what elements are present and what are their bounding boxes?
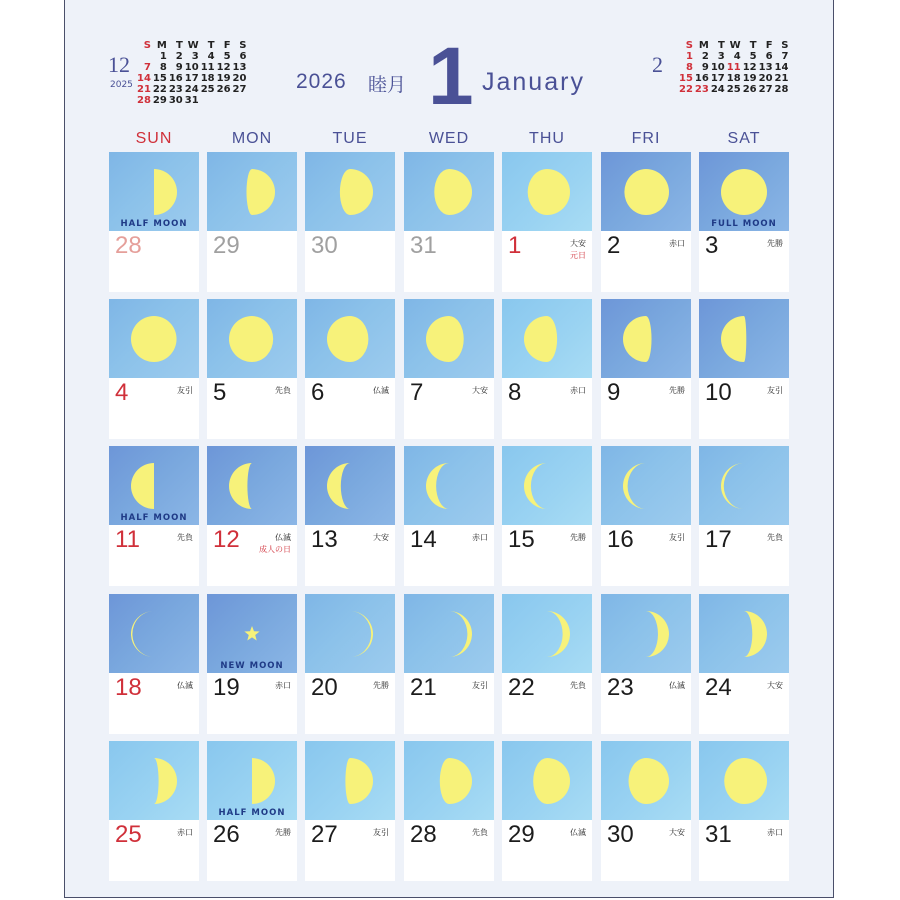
day-cell: [109, 152, 199, 292]
weekday-mon: MON: [231, 130, 273, 147]
day-number: 17: [705, 526, 732, 553]
rokuyo-label: 友引: [472, 681, 488, 690]
rokuyo-label: 赤口: [472, 533, 488, 542]
mini-day: 20: [758, 73, 773, 84]
day-cell: [699, 152, 789, 292]
day-cell: [601, 299, 691, 439]
day-number: 9: [607, 379, 621, 406]
mini-day: 26: [742, 84, 757, 95]
day-cell: [305, 446, 395, 586]
mini-weekday: W: [187, 40, 199, 51]
moon-icon: [227, 756, 277, 806]
day-number: 2: [607, 232, 621, 259]
moon-image: [207, 446, 297, 525]
title-month-en: January: [482, 68, 585, 96]
moon-icon: [719, 756, 769, 806]
moon-image: [404, 594, 494, 673]
mini-day: 17: [184, 73, 199, 84]
rokuyo-label: 大安: [570, 239, 586, 248]
title-year: 2026: [296, 70, 347, 93]
day-number: 26: [213, 821, 240, 848]
moon-image: [502, 299, 592, 378]
day-cell: [502, 299, 592, 439]
mini-day: 1: [159, 51, 167, 62]
day-number: 14: [410, 526, 437, 553]
day-cell: [502, 594, 592, 734]
mini-weekday: T: [717, 40, 725, 51]
day-number: 20: [311, 674, 338, 701]
mini-day: 27: [758, 84, 773, 95]
day-cell: [207, 152, 297, 292]
moon-image: [502, 152, 592, 231]
day-number: 8: [508, 379, 522, 406]
day-cell: [109, 299, 199, 439]
mini-day: 3: [717, 51, 725, 62]
mini-weekday: S: [239, 40, 247, 51]
moon-icon: [129, 461, 179, 511]
day-number: 16: [607, 526, 634, 553]
mini-prev-year: 2025: [110, 80, 133, 90]
moon-image: [207, 741, 297, 820]
day-number: 19: [213, 674, 240, 701]
moon-icon: [325, 756, 375, 806]
moon-icon: [227, 167, 277, 217]
mini-day: 26: [216, 84, 231, 95]
mini-weekday: T: [175, 40, 183, 51]
day-number: 25: [115, 821, 142, 848]
mini-day: 5: [223, 51, 231, 62]
mini-day: 11: [200, 62, 215, 73]
moon-image: [502, 741, 592, 820]
moon-image: [305, 299, 395, 378]
moon-image: [109, 741, 199, 820]
day-cell: [699, 446, 789, 586]
day-cell: [207, 741, 297, 881]
moon-icon: [227, 314, 277, 364]
rokuyo-label: 友引: [669, 533, 685, 542]
moon-icon: [424, 314, 474, 364]
mini-day: 13: [758, 62, 773, 73]
mini-day: 22: [679, 84, 693, 95]
mini-day: 10: [184, 62, 199, 73]
rokuyo-label: 先負: [472, 828, 488, 837]
day-cell: [207, 594, 297, 734]
moon-image: [207, 299, 297, 378]
title-month-jp: 睦月: [368, 74, 407, 96]
day-number: 27: [311, 821, 338, 848]
moon-phase-label: HALF MOON: [120, 219, 188, 229]
moon-image: [207, 152, 297, 231]
moon-icon: [719, 461, 769, 511]
mini-day: 21: [774, 73, 789, 84]
day-number: 23: [607, 674, 634, 701]
moon-image: [502, 446, 592, 525]
weekday-fri: FRI: [631, 130, 661, 147]
day-cell: [207, 299, 297, 439]
moon-icon: [325, 609, 375, 659]
rokuyo-label: 友引: [767, 386, 783, 395]
mini-weekday: M: [698, 40, 709, 51]
moon-icon: [424, 167, 474, 217]
moon-icon: [621, 167, 671, 217]
moon-image: [601, 741, 691, 820]
day-cell: [404, 446, 494, 586]
day-cell: [601, 594, 691, 734]
moon-phase-label: HALF MOON: [218, 808, 286, 818]
moon-icon: [719, 167, 769, 217]
day-cell: [404, 299, 494, 439]
moon-image: [601, 446, 691, 525]
moon-icon: [522, 461, 572, 511]
day-number: 22: [508, 674, 535, 701]
day-cell: [109, 594, 199, 734]
day-cell: [109, 446, 199, 586]
mini-day: 11: [726, 62, 741, 73]
moon-image: [699, 741, 789, 820]
weekday-thu: THU: [529, 130, 565, 147]
holiday-label: 成人の日: [259, 545, 291, 554]
mini-day: 24: [184, 84, 199, 95]
day-cell: [305, 299, 395, 439]
day-cell: [699, 299, 789, 439]
star-icon: [227, 609, 277, 659]
mini-day: 8: [685, 62, 693, 73]
day-cell: [305, 152, 395, 292]
moon-icon: [719, 314, 769, 364]
mini-day: 2: [701, 51, 709, 62]
rokuyo-label: 大安: [669, 828, 685, 837]
mini-day: 21: [137, 84, 151, 95]
day-number: 30: [607, 821, 634, 848]
day-cell: [601, 152, 691, 292]
title-month-number: 1: [428, 31, 474, 122]
rokuyo-label: 先負: [767, 533, 783, 542]
month-title: [0, 31, 900, 124]
mini-day: 31: [184, 95, 199, 106]
rokuyo-label: 友引: [373, 828, 389, 837]
moon-icon: [129, 756, 179, 806]
rokuyo-label: 大安: [767, 681, 783, 690]
day-number: 3: [705, 232, 719, 259]
moon-icon: [424, 461, 474, 511]
moon-icon: [522, 609, 572, 659]
moon-image: [305, 446, 395, 525]
rokuyo-label: 先負: [275, 386, 291, 395]
mini-day: 16: [168, 73, 183, 84]
mini-day: 4: [733, 51, 741, 62]
rokuyo-label: 友引: [177, 386, 193, 395]
rokuyo-label: 仏滅: [570, 828, 586, 837]
mini-day: 6: [239, 51, 247, 62]
mini-weekday: S: [685, 40, 693, 51]
weekday-tue: TUE: [332, 130, 368, 147]
day-cell: [502, 152, 592, 292]
moon-image: [109, 299, 199, 378]
day-cell: [601, 741, 691, 881]
moon-image: [404, 446, 494, 525]
rokuyo-label: 先勝: [669, 386, 685, 395]
rokuyo-label: 赤口: [570, 386, 586, 395]
day-cell: [404, 741, 494, 881]
mini-day: 17: [710, 73, 725, 84]
mini-day: 14: [774, 62, 789, 73]
rokuyo-label: 仏滅: [373, 386, 389, 395]
day-number: 10: [705, 379, 732, 406]
moon-image: [109, 594, 199, 673]
day-cell: [305, 741, 395, 881]
day-cell: [502, 446, 592, 586]
mini-day: 22: [152, 84, 167, 95]
day-number: 30: [311, 232, 338, 259]
moon-image: [502, 594, 592, 673]
mini-next-month: 2: [652, 52, 663, 77]
rokuyo-label: 赤口: [669, 239, 685, 248]
rokuyo-label: 先負: [570, 681, 586, 690]
mini-day: 27: [232, 84, 247, 95]
moon-icon: [621, 609, 671, 659]
mini-day: 23: [168, 84, 183, 95]
moon-image: [207, 594, 297, 673]
moon-phase-label: NEW MOON: [220, 661, 284, 671]
mini-weekday: F: [223, 40, 231, 51]
rokuyo-label: 先負: [177, 533, 193, 542]
mini-day: 15: [679, 73, 693, 84]
mini-day: 9: [175, 62, 183, 73]
day-number: 18: [115, 674, 142, 701]
rokuyo-label: 先勝: [373, 681, 389, 690]
moon-image: [699, 594, 789, 673]
moon-image: [404, 152, 494, 231]
mini-day: 7: [781, 51, 789, 62]
moon-icon: [129, 167, 179, 217]
mini-weekday: S: [143, 40, 151, 51]
day-number: 7: [410, 379, 424, 406]
day-number: 4: [115, 379, 129, 406]
rokuyo-label: 仏滅: [669, 681, 685, 690]
mini-weekday: T: [207, 40, 215, 51]
day-number: 13: [311, 526, 338, 553]
day-number: 31: [410, 232, 437, 259]
mini-day: 29: [152, 95, 167, 106]
mini-day: 8: [159, 62, 167, 73]
weekday-sat: SAT: [727, 130, 761, 147]
mini-day: 3: [191, 51, 199, 62]
mini-day: 30: [168, 95, 183, 106]
moon-image: [305, 594, 395, 673]
weekday-wed: WED: [428, 130, 470, 147]
moon-image: [305, 152, 395, 231]
mini-day: 4: [207, 51, 215, 62]
day-number: 6: [311, 379, 325, 406]
moon-image: [404, 741, 494, 820]
rokuyo-label: 赤口: [767, 828, 783, 837]
moon-phase-label: FULL MOON: [711, 219, 777, 229]
day-cell: [601, 446, 691, 586]
day-number: 28: [410, 821, 437, 848]
mini-day: 7: [143, 62, 151, 73]
mini-day: 12: [216, 62, 231, 73]
moon-phase-label: HALF MOON: [120, 513, 188, 523]
mini-day: 20: [232, 73, 247, 84]
mini-weekday: S: [781, 40, 789, 51]
moon-image: [109, 446, 199, 525]
mini-day: 10: [710, 62, 725, 73]
mini-day: 19: [742, 73, 757, 84]
mini-day: 25: [726, 84, 741, 95]
day-cell: [404, 152, 494, 292]
mini-day: 24: [710, 84, 725, 95]
moon-image: [699, 446, 789, 525]
mini-day: 15: [152, 73, 167, 84]
mini-day: 28: [774, 84, 789, 95]
day-number: 29: [213, 232, 240, 259]
rokuyo-label: 仏滅: [177, 681, 193, 690]
rokuyo-label: 赤口: [177, 828, 193, 837]
moon-icon: [129, 314, 179, 364]
mini-day: 2: [175, 51, 183, 62]
day-cell: [502, 741, 592, 881]
day-number: 29: [508, 821, 535, 848]
moon-icon: [227, 461, 277, 511]
moon-image: [601, 299, 691, 378]
mini-weekday: T: [749, 40, 757, 51]
mini-day: 25: [200, 84, 215, 95]
moon-icon: [325, 314, 375, 364]
moon-icon: [719, 609, 769, 659]
day-number: 24: [705, 674, 732, 701]
day-cell: [109, 741, 199, 881]
mini-weekday: M: [156, 40, 167, 51]
mini-day: 6: [765, 51, 773, 62]
rokuyo-label: 先勝: [275, 828, 291, 837]
moon-image: [601, 152, 691, 231]
moon-icon: [621, 461, 671, 511]
moon-icon: [325, 167, 375, 217]
day-cell: [305, 594, 395, 734]
moon-image: [699, 152, 789, 231]
day-number: 15: [508, 526, 535, 553]
mini-day: 23: [694, 84, 709, 95]
day-cell: [699, 741, 789, 881]
day-number: 1: [508, 232, 522, 259]
mini-weekday: F: [765, 40, 773, 51]
day-number: 12: [213, 526, 240, 553]
mini-day: 18: [200, 73, 215, 84]
mini-day: 13: [232, 62, 247, 73]
moon-icon: [522, 167, 572, 217]
mini-day: 18: [726, 73, 741, 84]
day-number: 21: [410, 674, 437, 701]
mini-prev-month: 12: [108, 52, 130, 77]
mini-day: 9: [701, 62, 709, 73]
rokuyo-label: 仏滅: [275, 533, 291, 542]
mini-day: 19: [216, 73, 231, 84]
moon-icon: [621, 756, 671, 806]
moon-icon: [621, 314, 671, 364]
moon-icon: [325, 461, 375, 511]
moon-image: [305, 741, 395, 820]
moon-image: [404, 299, 494, 378]
rokuyo-label: 大安: [373, 533, 389, 542]
day-number: 31: [705, 821, 732, 848]
moon-icon: [424, 609, 474, 659]
rokuyo-label: 先勝: [570, 533, 586, 542]
mini-weekday: W: [729, 40, 741, 51]
moon-image: [699, 299, 789, 378]
mini-day: 28: [137, 95, 151, 106]
day-cell: [699, 594, 789, 734]
mini-day: 14: [137, 73, 151, 84]
moon-image: [109, 152, 199, 231]
weekday-sun: SUN: [135, 130, 173, 147]
mini-day: 16: [694, 73, 709, 84]
moon-icon: [424, 756, 474, 806]
day-number: 5: [213, 379, 227, 406]
moon-icon: [522, 314, 572, 364]
mini-day: 12: [742, 62, 757, 73]
rokuyo-label: 赤口: [275, 681, 291, 690]
day-number: 28: [115, 232, 142, 259]
rokuyo-label: 先勝: [767, 239, 783, 248]
day-number: 11: [115, 526, 140, 553]
mini-day: 5: [749, 51, 757, 62]
moon-icon: [129, 609, 179, 659]
moon-icon: [522, 756, 572, 806]
moon-image: [601, 594, 691, 673]
mini-day: 1: [685, 51, 693, 62]
day-cell: [207, 446, 297, 586]
day-cell: [404, 594, 494, 734]
rokuyo-label: 大安: [472, 386, 488, 395]
holiday-label: 元日: [570, 251, 586, 260]
